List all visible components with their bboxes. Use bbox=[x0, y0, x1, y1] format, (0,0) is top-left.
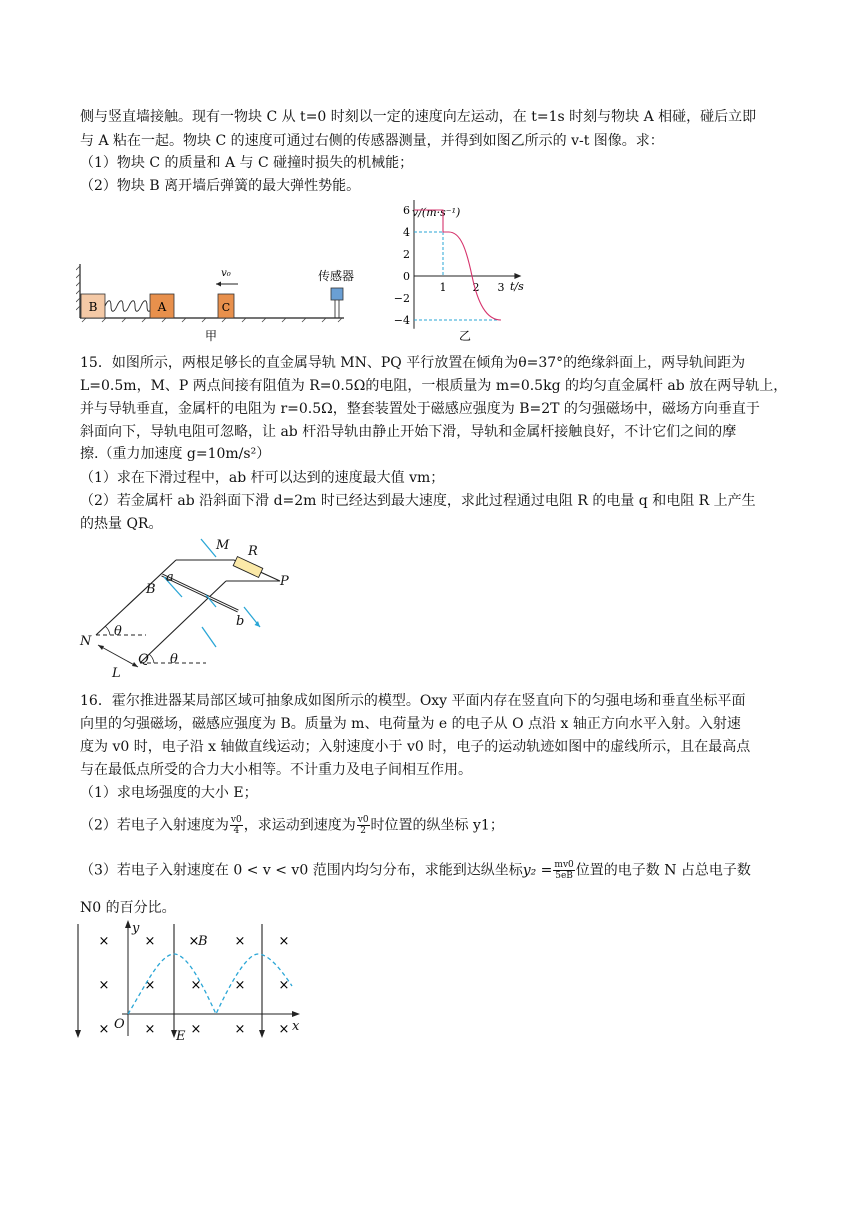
q15-line-1: 15．如图所示，两根足够长的直金属导轨 MN、PQ 平行放置在倾角为θ=37°的绝缘斜面上，两导轨间距为 bbox=[80, 355, 746, 371]
figure-q16-field bbox=[70, 918, 310, 1048]
label-l: L bbox=[112, 666, 121, 681]
q15-line-6: （1）求在下滑过程中，ab 杆可以达到的速度最大值 vm； bbox=[80, 470, 445, 486]
figure-yi-vt-graph bbox=[390, 200, 540, 345]
vt-ytick-label: 4 bbox=[403, 226, 410, 239]
frac-mv0-over-5eb: $\frac{mv0}{5eB}$ bbox=[554, 860, 574, 881]
q15-line-2: L=0.5m，M、P 两点间接有阻值为 R=0.5Ω的电阻，一根质量为 m=0.5kg 的均匀直金属杆 ab 放在两导轨上， bbox=[80, 378, 788, 394]
label-b-field: B bbox=[146, 582, 156, 597]
magnetic-field-cross-icon: × bbox=[278, 978, 290, 993]
label-r: R bbox=[248, 544, 258, 559]
label-m: M bbox=[216, 538, 230, 553]
fig-jia-caption: 甲 bbox=[204, 329, 218, 343]
q16-line-2: 向里的匀强磁场，磁感应强度为 B。质量为 m、电荷量为 e 的电子从 O 点沿 x 轴正方向水平入射。入射速 bbox=[80, 716, 741, 732]
magnetic-field-cross-icon: × bbox=[144, 978, 156, 993]
vt-ytick-label: 0 bbox=[403, 270, 410, 283]
q16-l7a: （3）若电子入射速度在 0 < v < v0 范围内均匀分布，求能到达纵坐标 bbox=[80, 862, 523, 879]
q16-line-1: 16．霍尔推进器某局部区域可抽象成如图所示的模型。Oxy 平面内存在竖直向下的匀强电场和垂直坐标平面 bbox=[80, 693, 746, 709]
block-b-label: B bbox=[88, 300, 98, 314]
v0-label: v₀ bbox=[221, 268, 231, 279]
magnetic-field-cross-icon: × bbox=[190, 978, 202, 993]
label-y-axis: y bbox=[132, 921, 140, 936]
label-origin: O bbox=[114, 1017, 125, 1032]
label-theta-2: θ bbox=[170, 652, 178, 667]
magnetic-field-cross-icon: × bbox=[278, 934, 290, 949]
q15-line-4: 斜面向下，导轨电阻可忽略，让 ab 杆沿导轨由静止开始下滑，导轨和金属杆接触良好，不计它们之间的摩 bbox=[80, 424, 737, 440]
label-a: a bbox=[166, 570, 174, 585]
q15-line-8: 的热量 QR。 bbox=[80, 516, 163, 532]
q14-line-3: （1）物块 C 的质量和 A 与 C 碰撞时损失的机械能； bbox=[80, 155, 414, 171]
label-theta-1: θ bbox=[114, 624, 122, 639]
fig-yi-caption: 乙 bbox=[458, 329, 472, 343]
sensor-icon bbox=[331, 288, 343, 300]
magnetic-field-cross-icon: × bbox=[234, 978, 246, 993]
block-c-label: C bbox=[221, 301, 231, 314]
q16-l6b: ，求运动到速度为 bbox=[243, 817, 356, 834]
q16-l6c: 时位置的纵坐标 y1； bbox=[370, 817, 504, 834]
q14-line-4: （2）物块 B 离开墙后弹簧的最大弹性势能。 bbox=[80, 178, 361, 194]
vt-ylabel: v/(m·s⁻¹) bbox=[412, 206, 461, 219]
q16-line-8: N0 的百分比。 bbox=[80, 900, 176, 916]
label-x-axis: x bbox=[292, 1019, 300, 1034]
figure-jia bbox=[76, 262, 356, 344]
label-field-b: B bbox=[198, 934, 208, 949]
magnetic-field-cross-icon: × bbox=[234, 934, 246, 949]
label-q: Q bbox=[138, 652, 149, 667]
figure-q15-rails bbox=[76, 535, 306, 685]
sensor-label: 传感器 bbox=[317, 269, 355, 283]
magnetic-field-cross-icon: × bbox=[190, 1022, 202, 1037]
q16-line-5: （1）求电场强度的大小 E； bbox=[80, 785, 258, 801]
q16-line-4: 与在最低点所受的合力大小相等。不计重力及电子间相互作用。 bbox=[80, 762, 472, 778]
magnetic-field-cross-icon: × bbox=[98, 934, 110, 949]
q16-line-7 bbox=[80, 860, 751, 881]
vt-xtick-label: 2 bbox=[472, 281, 480, 294]
vt-xtick-label: 3 bbox=[497, 281, 505, 294]
magnetic-field-cross-icon: × bbox=[144, 934, 156, 949]
label-b-rod: b bbox=[236, 614, 245, 629]
vt-ytick-label: 2 bbox=[403, 248, 410, 261]
frac-v0-over-4: $\frac{v0}{4}$ bbox=[230, 815, 242, 836]
q14-line-1: 侧与竖直墙接触。现有一物块 C 从 t=0 时刻以一定的速度向左运动，在 t=1s 时刻与物块 A 相碰，碰后立即 bbox=[80, 109, 757, 125]
resistor-r bbox=[233, 557, 263, 578]
q16-y2: y₂ = bbox=[522, 862, 553, 879]
block-a-label: A bbox=[157, 300, 167, 314]
label-field-e: E bbox=[176, 1029, 186, 1044]
q16-line-3: 度为 v0 时，电子沿 x 轴做直线运动；入射速度小于 v0 时，电子的运动轨迹如图中的虚线所示，且在最高点 bbox=[80, 739, 751, 755]
vt-xtick-label: 1 bbox=[439, 281, 447, 294]
q16-l7b: 位置的电子数 N 占总电子数 bbox=[575, 862, 751, 879]
magnetic-field-cross-icon: × bbox=[144, 1022, 156, 1037]
vt-series-line bbox=[414, 210, 501, 320]
magnetic-field-cross-icon: × bbox=[98, 978, 110, 993]
magnetic-field-cross-icon: × bbox=[234, 1022, 246, 1037]
vt-xlabel: t/s bbox=[510, 280, 524, 293]
vt-ytick-label: 6 bbox=[403, 204, 410, 217]
magnetic-field-cross-icon: × bbox=[98, 1022, 110, 1037]
q14-line-2: 与 A 粘在一起。物块 C 的速度可通过右侧的传感器测量，并得到如图乙所示的 v-t 图像。求： bbox=[80, 133, 664, 149]
frac-v0-over-2: $\frac{v0}{2}$ bbox=[357, 815, 369, 836]
vt-ytick-label: −2 bbox=[393, 292, 410, 305]
vt-ytick-label: −4 bbox=[393, 314, 410, 327]
q15-line-7: （2）若金属杆 ab 沿斜面下滑 d=2m 时已经达到最大速度，求此过程通过电阻 R 的电量 q 和电阻 R 上产生 bbox=[80, 493, 756, 509]
q15-line-5: 擦.（重力加速度 g=10m/s²） bbox=[80, 446, 271, 462]
label-n: N bbox=[80, 634, 92, 649]
q15-line-3: 并与导轨垂直，金属杆的电阻为 r=0.5Ω，整套装置处于磁感应强度为 B=2T 的匀强磁场中，磁场方向垂直于 bbox=[80, 401, 760, 417]
label-p: P bbox=[280, 574, 289, 589]
magnetic-field-cross-icon: × bbox=[278, 1022, 290, 1037]
q16-line-6 bbox=[80, 815, 504, 836]
magnetic-field-cross-icon: × bbox=[188, 934, 200, 949]
q16-l6a: （2）若电子入射速度为 bbox=[80, 817, 229, 834]
